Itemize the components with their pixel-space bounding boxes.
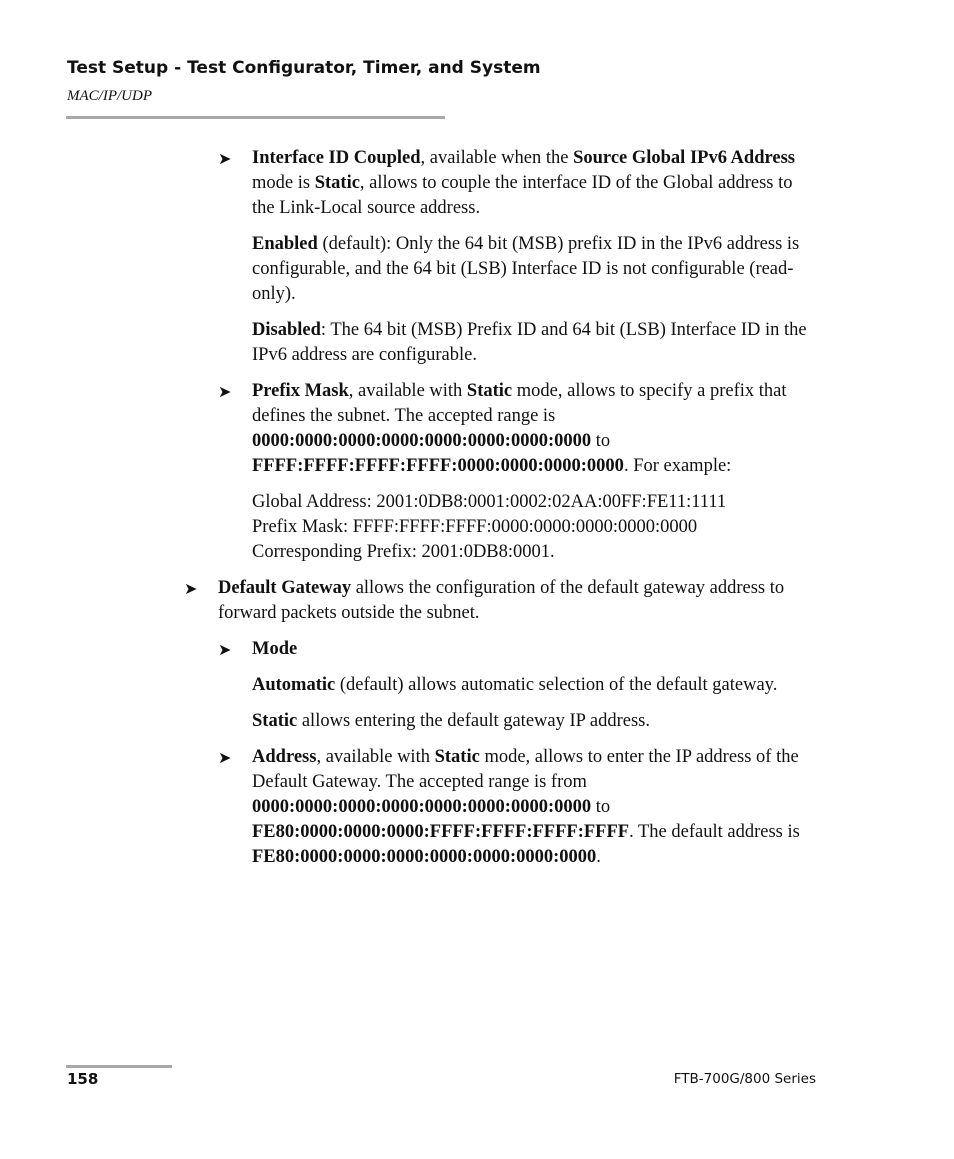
text-fragment: (default): Only the 64 bit (MSB) prefix ID in the IPv6 address is configurable, and the 64 bit (LSB) Interface ID is not configurable (read-only). [252, 234, 800, 304]
text-fragment: : The 64 bit (MSB) Prefix ID and 64 bit (LSB) Interface ID in the IPv6 address are configurable. [252, 320, 807, 365]
bullet-address [218, 745, 818, 870]
term-automatic: Automatic [252, 675, 336, 695]
text-fragment: to [591, 431, 611, 451]
term-mode: Mode [252, 639, 298, 659]
page-body [0, 146, 954, 881]
text-fragment: . [596, 847, 601, 867]
footer-rule [66, 1065, 172, 1068]
bullet-arrow-icon: ➤ [218, 750, 232, 767]
term-disabled: Disabled [252, 320, 321, 340]
text-fragment: , allows to couple the interface ID of the Global address to the Link-Local source address. [252, 173, 793, 218]
term-static: Static [466, 381, 513, 401]
text-fragment: , available when the [420, 148, 574, 168]
address-paragraph [252, 745, 818, 870]
running-header-subtitle: MAC/IP/UDP [67, 88, 152, 104]
text-fragment: allows entering the default gateway IP address. [297, 711, 650, 731]
default-gateway-paragraph [218, 576, 818, 626]
range-to: FE80:0000:0000:0000:FFFF:FFFF:FFFF:FFFF [252, 822, 630, 842]
text-fragment: , available with [348, 381, 467, 401]
bullet-mode [218, 637, 818, 662]
range-from: 0000:0000:0000:0000:0000:0000:0000:0000 [252, 797, 592, 817]
term-static: Static [434, 747, 480, 767]
text-fragment: . The default address is [629, 822, 800, 842]
prefix-mask-paragraph [252, 379, 818, 479]
term-static: Static [314, 173, 360, 193]
term-source-global-ipv6: Source Global IPv6 Address [573, 148, 795, 168]
default-address: FE80:0000:0000:0000:0000:0000:0000:0000 [252, 847, 597, 867]
disabled-paragraph [252, 318, 818, 368]
term-static: Static [252, 711, 298, 731]
example-corresponding-prefix: Corresponding Prefix: 2001:0DB8:0001. [252, 542, 555, 562]
interface-id-coupled-paragraph [252, 146, 818, 221]
bullet-arrow-icon: ➤ [218, 151, 232, 168]
text-fragment: mode, allows to enter the IP address of the Default Gateway. The accepted range is from [252, 747, 799, 792]
example-prefix-mask: Prefix Mask: FFFF:FFFF:FFFF:0000:0000:0000:0000:0000 [252, 517, 698, 537]
bullet-prefix-mask [218, 379, 818, 479]
bullet-default-gateway [184, 576, 818, 626]
term-prefix-mask: Prefix Mask [252, 381, 349, 401]
text-fragment: . For example: [623, 456, 732, 476]
header-rule [66, 116, 445, 119]
prefix-example [252, 490, 818, 565]
bullet-arrow-icon: ➤ [218, 384, 232, 401]
bullet-arrow-icon: ➤ [218, 642, 232, 659]
range-to: FFFF:FFFF:FFFF:FFFF:0000:0000:0000:0000 [252, 456, 624, 476]
static-paragraph [252, 709, 818, 734]
bullet-arrow-icon: ➤ [184, 581, 198, 598]
example-global-address: Global Address: 2001:0DB8:0001:0002:02AA:00FF:FE11:1111 [252, 492, 727, 512]
text-fragment: (default) allows automatic selection of the default gateway. [335, 675, 778, 695]
text-fragment: mode is [252, 173, 315, 193]
footer-series: FTB-700G/800 Series [673, 1071, 816, 1087]
term-address: Address [252, 747, 317, 767]
enabled-paragraph [252, 232, 818, 307]
running-header-title: Test Setup - Test Configurator, Timer, and System [67, 58, 541, 78]
term-interface-id-coupled: Interface ID Coupled [252, 148, 421, 168]
text-fragment: to [591, 797, 611, 817]
automatic-paragraph [252, 673, 818, 698]
page-number: 158 [67, 1070, 99, 1088]
text-fragment: allows the configuration of the default gateway address to forward packets outside the subnet. [218, 578, 785, 623]
mode-heading [252, 637, 818, 662]
text-fragment: mode, allows to specify a prefix that defines the subnet. The accepted range is [252, 381, 787, 426]
term-default-gateway: Default Gateway [218, 578, 352, 598]
term-enabled: Enabled [252, 234, 318, 254]
text-fragment: , available with [316, 747, 435, 767]
bullet-interface-id-coupled [218, 146, 818, 221]
range-from: 0000:0000:0000:0000:0000:0000:0000:0000 [252, 431, 592, 451]
